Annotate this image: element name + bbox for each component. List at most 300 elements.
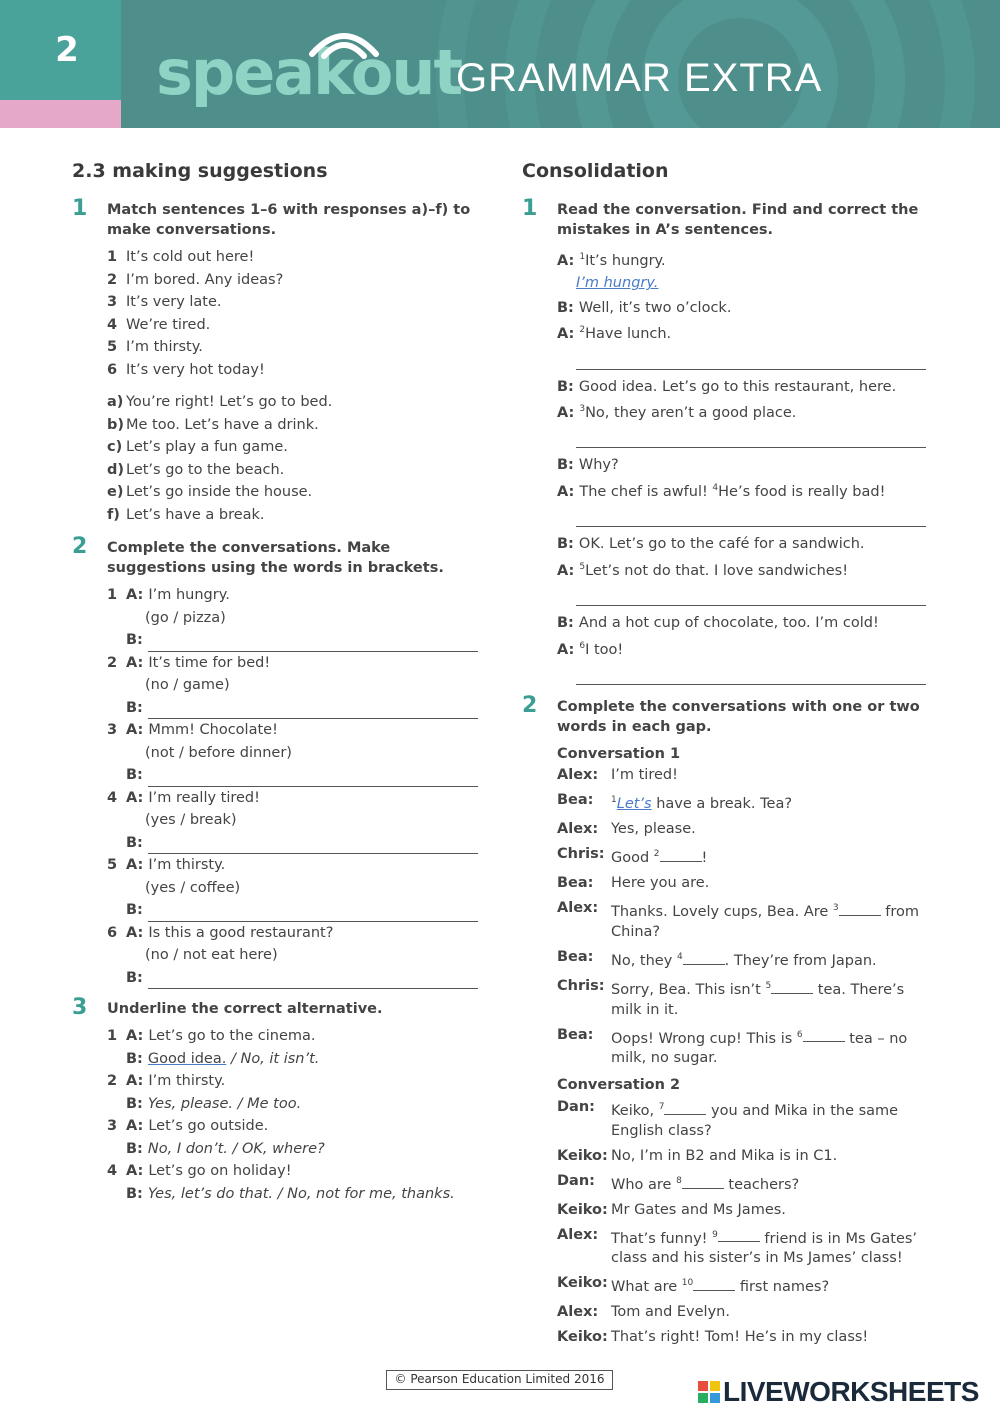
line-text [611, 1025, 932, 1069]
speaker-b-label: B: [126, 1050, 148, 1067]
text-segment: from China? [611, 903, 920, 940]
answer-row [557, 582, 932, 606]
dialogue-line [557, 1273, 932, 1297]
alternative-option[interactable]: No, not for me, thanks. [287, 1185, 455, 1202]
exercise-instruction: Match sentences 1–6 with responses a)–f) to make conversations. [107, 202, 471, 238]
item-number: 2 [579, 325, 586, 336]
answer-input[interactable] [148, 703, 478, 719]
speaker-label: B: [557, 457, 579, 474]
text-segment: I’m tired! [611, 767, 678, 784]
conversation-2 [557, 1097, 932, 1347]
conversation-item [107, 1025, 482, 1048]
exercise-number: 3 [72, 995, 88, 1020]
list-item [107, 359, 482, 382]
speaker-b-label: B: [126, 1185, 148, 1202]
speaker-label: Keiko: [557, 1201, 608, 1218]
item-letter: b) [107, 416, 125, 433]
alternative-row [107, 1048, 482, 1071]
speaker-a-text: Let’s go on holiday! [148, 1163, 292, 1179]
dialogue-line [557, 454, 932, 477]
text-segment: tea – no milk, no sugar. [611, 1030, 908, 1067]
speaker-label: Bea: [557, 948, 594, 965]
alternative-option[interactable]: Me too. [247, 1095, 302, 1112]
speaker-label: Alex: [557, 821, 599, 838]
speaker-label: Bea: [557, 792, 594, 809]
answer-input[interactable] [576, 661, 926, 685]
exercise-2-left [72, 534, 482, 989]
list-item [107, 291, 482, 314]
exercise-instruction: Complete the conversations with one or two words in each gap. [557, 698, 920, 735]
gap-input[interactable] [683, 951, 725, 965]
item-text: We’re tired. [126, 316, 211, 333]
right-column [522, 160, 932, 1352]
exercise-3-left [72, 995, 482, 1205]
item-number: 1 [579, 252, 586, 262]
conversation-item [107, 1070, 482, 1093]
conversation-item [107, 1115, 482, 1138]
exercise-1-right [522, 196, 932, 685]
speaker-b-label: B: [126, 767, 148, 783]
speaker-b-label: B: [126, 902, 148, 918]
speaker-a-text: I’m thirsty. [148, 857, 226, 873]
line-text: He’s food is really bad! [718, 483, 886, 500]
text-segment: Here you are. [611, 875, 710, 892]
text-segment: tea. There’s milk in it. [611, 981, 905, 1018]
speaker-label: A: [557, 483, 580, 500]
line-text [611, 1171, 932, 1195]
conversation-list [107, 584, 482, 989]
dialogue-line [557, 1327, 932, 1347]
speaker-label: B: [557, 299, 579, 316]
answer-row [107, 832, 482, 855]
list-item [107, 459, 482, 482]
list-item [107, 246, 482, 269]
hint-text: (no / not eat here) [145, 947, 278, 963]
item-number: 6 [107, 924, 118, 941]
dialogue-line [557, 1171, 932, 1195]
item-text: It’s very hot today! [126, 361, 265, 378]
item-number: 6 [579, 640, 586, 651]
line-text: The chef is awful! [579, 483, 713, 500]
conversation-1-title: Conversation 1 [557, 745, 681, 762]
hint-text: (not / before dinner) [145, 744, 292, 761]
list-item [107, 481, 482, 504]
line-text: Good idea. Let’s go to this restaurant, here. [578, 378, 897, 395]
speaker-a-label: A: [126, 1163, 149, 1179]
line-text: Well, it’s two o’clock. [578, 299, 732, 316]
conversation-2-title: Conversation 2 [557, 1077, 681, 1094]
exercise-instruction: Complete the conversations. Make suggestions using the words in brackets. [107, 540, 444, 576]
exercise-number: 2 [72, 534, 88, 559]
dialogue-line [557, 873, 932, 893]
dialogue-line [557, 947, 932, 971]
text-segment: Tom and Evelyn. [611, 1304, 730, 1321]
alternative-row [107, 1183, 482, 1206]
conversation-item [107, 787, 482, 810]
item-number: 6 [107, 361, 118, 378]
speaker-a-label: A: [126, 587, 149, 603]
item-text: Let’s go to the beach. [126, 461, 285, 478]
alternative-separator: / [227, 1140, 243, 1157]
item-number: 5 [107, 857, 118, 873]
text-segment: Sorry, Bea. This isn’t [611, 981, 766, 998]
alternative-separator: / [273, 1185, 288, 1202]
logo-speak: speak [156, 36, 351, 109]
conversation-item [107, 854, 482, 877]
gap-input[interactable] [664, 1101, 706, 1115]
gap-number: 4 [676, 951, 683, 962]
hint-text: (no / game) [145, 677, 230, 693]
speaker-label: B: [557, 536, 579, 553]
answer-input[interactable] [576, 424, 926, 448]
line-text [611, 844, 932, 868]
speaker-label: Keiko: [557, 1275, 608, 1292]
dialogue-line [557, 398, 932, 424]
speaker-b-label: B: [126, 1095, 148, 1112]
gap-number: 3 [832, 903, 839, 914]
answer-row [557, 346, 932, 370]
speaker-label: B: [557, 378, 579, 395]
gap-number: 10 [681, 1278, 694, 1289]
speaker-b-label: B: [126, 834, 148, 851]
answer-input[interactable] [576, 503, 926, 527]
line-text [611, 765, 932, 785]
answer-row [557, 503, 932, 527]
speaker-b-label: B: [126, 699, 148, 716]
gap-number: 6 [796, 1029, 803, 1040]
dialogue-line [557, 533, 932, 556]
answer-input[interactable] [148, 771, 478, 787]
dialogue-line [557, 1025, 932, 1069]
exercise-number: 1 [72, 196, 88, 221]
line-text [611, 873, 932, 893]
gap-number: 5 [765, 980, 772, 991]
speaker-a-text: I’m thirsty. [148, 1073, 226, 1089]
speaker-label: Alex: [557, 767, 599, 784]
line-text: OK. Let’s go to the café for a sandwich. [578, 536, 865, 553]
alternative-option[interactable]: Yes, please. [147, 1095, 233, 1112]
text-segment: Thanks. Lovely cups, Bea. Are [611, 903, 833, 920]
alternative-separator: / [226, 1050, 241, 1067]
speaker-a-text: It’s time for bed! [148, 654, 271, 671]
speaker-a-text: Let’s go outside. [148, 1118, 269, 1134]
line-text: It’s hungry. [585, 252, 666, 269]
pink-bar [0, 100, 121, 128]
brand-name: LIVEWORKSHEETS [723, 1376, 979, 1407]
item-letter: e) [107, 484, 124, 500]
text-segment: have a break. Tea? [651, 796, 793, 813]
line-text [611, 947, 932, 971]
alternative-option[interactable]: Good idea. [147, 1050, 227, 1067]
item-text: You’re right! Let’s go to bed. [126, 394, 333, 410]
section-heading-left: 2.3 making suggestions [72, 160, 328, 182]
dialogue-line [557, 1225, 932, 1269]
dialogue-line [557, 976, 932, 1020]
item-number: 1 [107, 249, 118, 265]
speaker-b-label: B: [126, 969, 148, 986]
item-number: 4 [712, 482, 719, 493]
speaker-a-text: I’m hungry. [148, 587, 230, 603]
answer-row [107, 967, 482, 990]
gap-number: 1 [611, 795, 617, 806]
speaker-a-label: A: [126, 924, 149, 941]
gap-number: 8 [676, 1175, 682, 1186]
item-text: Me too. Let’s have a drink. [126, 416, 319, 433]
exercise-number: 2 [522, 692, 538, 718]
text-segment: Mr Gates and Ms James. [611, 1201, 786, 1218]
item-number: 4 [107, 316, 118, 333]
dialogue-line [557, 556, 932, 582]
alternative-list [107, 1025, 482, 1205]
alternative-separator: / [233, 1095, 248, 1112]
speaker-b-label: B: [126, 632, 148, 648]
speaker-label: Chris: [557, 977, 605, 994]
exercise-instruction: Read the conversation. Find and correct the mistakes in A’s sentences. [557, 202, 919, 238]
text-segment: Who are [611, 1176, 677, 1193]
conversation-item [107, 1160, 482, 1183]
dialogue-line [557, 898, 932, 942]
section-heading-right: Consolidation [522, 160, 669, 182]
text-segment: That’s funny! [611, 1230, 713, 1247]
answer-row [107, 697, 482, 720]
item-letter: d) [107, 461, 125, 478]
item-number: 3 [579, 404, 586, 415]
item-number: 1 [107, 1028, 118, 1044]
gap-input[interactable] [771, 980, 813, 994]
text-segment: That’s right! Tom! He’s in my class! [611, 1329, 869, 1346]
speaker-a-text: Mmm! Chocolate! [148, 722, 278, 738]
item-text: Let’s play a fun game. [126, 439, 288, 455]
line-text [611, 1302, 932, 1322]
conversation-item [107, 922, 482, 945]
list-item [107, 314, 482, 337]
left-column [72, 160, 482, 1205]
gap-number: 9 [712, 1229, 718, 1240]
conversation-item [107, 719, 482, 742]
dialogue-line [557, 1302, 932, 1322]
answer-row [557, 424, 932, 448]
gap-input[interactable] [718, 1228, 760, 1242]
alternative-row [107, 1138, 482, 1161]
alternative-option[interactable]: OK, where? [242, 1140, 325, 1157]
unit-number: 2 [55, 30, 79, 70]
logo-out: out [350, 36, 462, 109]
response-list [107, 391, 482, 526]
item-number: 5 [107, 339, 118, 355]
dialogue-line [557, 844, 932, 868]
alternative-option[interactable]: No, it isn’t. [240, 1050, 320, 1067]
gap-number: 7 [658, 1101, 665, 1112]
gap-input[interactable] [660, 848, 702, 862]
speaker-label: A: [557, 252, 580, 269]
gap-input[interactable] [803, 1028, 845, 1042]
answer-row [107, 629, 482, 652]
dialogue-line [557, 297, 932, 320]
item-letter: f) [107, 506, 120, 523]
answer-input[interactable] [148, 906, 478, 922]
correction-conversation [557, 246, 932, 685]
hint-text: (yes / coffee) [145, 879, 241, 896]
conversation-1 [557, 765, 932, 1068]
speaker-label: Dan: [557, 1172, 595, 1189]
speaker-a-text: Let’s go to the cinema. [148, 1028, 316, 1044]
line-text [611, 1146, 932, 1166]
speaker-label: Chris: [557, 846, 605, 863]
exercise-instruction: Underline the correct alternative. [107, 1001, 383, 1017]
line-text [611, 1097, 932, 1141]
liveworksheets-logo [698, 1376, 979, 1408]
alternative-row [107, 1093, 482, 1116]
answer-input[interactable] [148, 838, 478, 854]
alternative-option[interactable]: No, I don’t. [147, 1140, 228, 1157]
speaker-a-text: Is this a good restaurant? [148, 924, 334, 941]
answer-input[interactable] [576, 346, 926, 370]
gap-input[interactable] [839, 902, 881, 916]
dialogue-line [557, 477, 932, 503]
exercise-number: 1 [522, 196, 538, 221]
item-number: 2 [107, 271, 118, 288]
line-text: Why? [578, 457, 619, 474]
copyright-box: © Pearson Education Limited 2016 [386, 1370, 613, 1390]
line-text: I too! [585, 641, 624, 658]
text-segment: you and Mika in the same English class? [611, 1102, 899, 1139]
line-text [611, 1225, 932, 1269]
line-text: Have lunch. [585, 326, 672, 343]
item-letter: c) [107, 439, 123, 455]
alternative-option[interactable]: Yes, let’s do that. [147, 1185, 274, 1202]
dialogue-line [557, 635, 932, 661]
conversation-item [107, 584, 482, 607]
dialogue-line [557, 1200, 932, 1220]
item-text: It’s cold out here! [126, 249, 255, 265]
item-text: I’m thirsty. [126, 339, 203, 355]
item-text: Let’s have a break. [126, 506, 265, 523]
text-segment: first names? [735, 1279, 830, 1296]
item-number: 3 [107, 1118, 118, 1134]
hint-text: (yes / break) [145, 812, 237, 828]
dialogue-line [557, 376, 932, 399]
logo-waves-icon [304, 20, 384, 60]
example-answer: I’m hungry. [576, 275, 659, 292]
speaker-a-label: A: [126, 857, 149, 873]
text-segment: friend is in Ms Gates’ class and his sister’s in Ms James’ class! [611, 1230, 918, 1267]
speaker-a-label: A: [126, 789, 149, 806]
dialogue-line [557, 319, 932, 345]
speaker-label: Keiko: [557, 1329, 608, 1346]
item-text: Let’s go inside the house. [126, 484, 313, 500]
item-number: 2 [107, 654, 118, 671]
text-segment: Oops! Wrong cup! This is [611, 1030, 797, 1047]
line-text [611, 898, 932, 942]
speaker-label: Bea: [557, 875, 594, 892]
answer-row [557, 272, 932, 295]
line-text [611, 976, 932, 1020]
item-number: 2 [107, 1073, 118, 1089]
speaker-label: B: [557, 615, 579, 632]
item-number: 4 [107, 1163, 118, 1179]
answer-row [557, 661, 932, 685]
dialogue-line [557, 819, 932, 839]
item-number: 4 [107, 789, 118, 806]
line-text [611, 1273, 932, 1297]
list-item [107, 504, 482, 527]
list-item [107, 269, 482, 292]
item-number: 1 [107, 587, 118, 603]
answer-input[interactable] [576, 582, 926, 606]
text-segment: Yes, please. [611, 821, 696, 838]
dialogue-line [557, 1097, 932, 1141]
header-title: GRAMMAR EXTRA [456, 56, 823, 100]
item-text: It’s very late. [126, 294, 222, 310]
speaker-a-label: A: [126, 722, 149, 738]
speaker-a-label: A: [126, 1118, 149, 1134]
speaker-label: A: [557, 326, 580, 343]
exercise-2-right [522, 692, 932, 1347]
text-segment: No, they [611, 952, 677, 969]
item-text: I’m bored. Any ideas? [126, 271, 284, 288]
line-text: No, they aren’t a good place. [585, 404, 797, 421]
dialogue-line [557, 612, 932, 635]
conversation-item [107, 652, 482, 675]
speaker-label: Alex: [557, 1226, 599, 1243]
line-text: And a hot cup of chocolate, too. I’m cold! [578, 615, 879, 632]
list-item [107, 414, 482, 437]
answer-row [107, 899, 482, 922]
speaker-a-label: A: [126, 654, 149, 671]
line-text [611, 1327, 932, 1347]
list-item [107, 436, 482, 459]
text-segment: Good [611, 850, 654, 867]
answer-input[interactable] [148, 636, 478, 652]
dialogue-line [557, 246, 932, 272]
hint-text: (go / pizza) [145, 609, 226, 626]
speaker-label: A: [557, 562, 580, 579]
text-segment: No, I’m in B2 and Mika is in C1. [611, 1147, 838, 1164]
item-number: 3 [107, 294, 118, 310]
item-number: 5 [579, 561, 586, 572]
text-segment: teachers? [723, 1176, 800, 1193]
line-text [611, 1200, 932, 1220]
exercise-1-left [72, 196, 482, 526]
line-text [611, 790, 932, 814]
speaker-label: A: [557, 641, 580, 658]
sentence-list [107, 246, 482, 381]
speaker-label: Dan: [557, 1098, 595, 1115]
speaker-b-label: B: [126, 1140, 148, 1157]
speaker-a-text: I’m really tired! [148, 789, 260, 806]
answer-row [107, 764, 482, 787]
text-segment: Keiko, [611, 1102, 659, 1119]
gap-input[interactable] [693, 1277, 735, 1291]
text-segment: What are [611, 1279, 682, 1296]
dialogue-line [557, 790, 932, 814]
text-segment: . They’re from Japan. [724, 952, 877, 969]
line-text: Let’s not do that. I love sandwiches! [585, 562, 849, 579]
speaker-label: A: [557, 404, 580, 421]
example-answer: Let’s [616, 796, 652, 813]
speaker-label: Bea: [557, 1026, 594, 1043]
speaker-label: Keiko: [557, 1147, 608, 1164]
gap-number: 2 [653, 849, 660, 860]
speaker-a-label: A: [126, 1028, 149, 1044]
liveworksheets-icon [698, 1381, 720, 1403]
answer-input[interactable] [148, 973, 478, 989]
list-item [107, 336, 482, 359]
gap-input[interactable] [682, 1175, 724, 1189]
speaker-a-label: A: [126, 1073, 149, 1089]
dialogue-line [557, 765, 932, 785]
speaker-label: Alex: [557, 900, 599, 917]
